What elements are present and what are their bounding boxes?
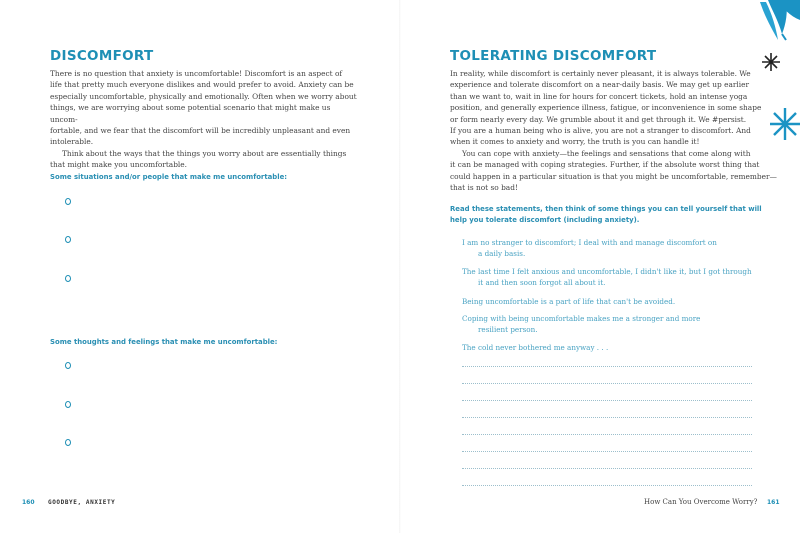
text-line: intolerable. bbox=[50, 137, 94, 147]
text-line: resilient person. bbox=[478, 325, 538, 335]
text-line: experience and tolerate discomfort on a near-daily basis. We may get up earlier bbox=[450, 80, 750, 90]
text-line: In reality, while discomfort is certainly never pleasant, it is always tolerable. We bbox=[450, 69, 751, 78]
star-icon bbox=[770, 108, 800, 140]
text-line: Coping with being uncomfortable makes me a stronger and more bbox=[462, 314, 701, 323]
bullet-icon bbox=[65, 236, 71, 243]
right-page bbox=[400, 0, 800, 533]
text-line: If you are a human being who is alive, you are not a stranger to discomfort. And bbox=[450, 126, 751, 136]
running-head: GOODBYE, ANXIETY bbox=[48, 499, 116, 506]
text-line: The cold never bothered me anyway . . . bbox=[462, 343, 609, 352]
statement bbox=[462, 342, 762, 353]
write-in-line[interactable] bbox=[462, 451, 752, 452]
write-in-line[interactable] bbox=[462, 366, 752, 367]
page-number: 160 bbox=[22, 499, 35, 506]
statement bbox=[462, 313, 762, 336]
write-in-line[interactable] bbox=[462, 434, 752, 435]
text-line: There is no question that anxiety is uncomfortable! Discomfort is an aspect of bbox=[50, 69, 343, 78]
text-line: it and then soon forgot all about it. bbox=[478, 278, 606, 288]
write-in-line[interactable] bbox=[462, 417, 752, 418]
paragraph bbox=[450, 68, 780, 148]
prompt-thoughts: Some thoughts and feelings that make me uncomfortable: bbox=[50, 338, 278, 346]
paragraph bbox=[50, 68, 360, 148]
text-line: a daily basis. bbox=[478, 249, 526, 259]
paragraph bbox=[50, 148, 360, 171]
text-line: Being uncomfortable is a part of life that can't be avoided. bbox=[462, 297, 676, 306]
paragraph bbox=[450, 148, 780, 194]
bullet-icon bbox=[65, 198, 71, 205]
text-line: that is not so bad! bbox=[450, 183, 518, 193]
bullet-icon bbox=[65, 275, 71, 282]
text-line: help you tolerate discomfort (including anxiety). bbox=[450, 216, 640, 224]
text-line: position, and generally experience illness, fatigue, or inconvenience in some shape bbox=[450, 103, 762, 113]
text-line: than we want to, wait in line for hours for concert tickets, hold an intense yoga bbox=[450, 91, 748, 101]
page-number: 161 bbox=[767, 499, 780, 506]
text-line: Read these statements, then think of some things you can tell yourself that will bbox=[450, 205, 762, 213]
text-line: fortable, and we fear that the discomfort will be incredibly unpleasant and even bbox=[50, 126, 351, 136]
text-line: You can cope with anxiety—the feelings and sensations that come along with bbox=[462, 148, 751, 158]
running-head: How Can You Overcome Worry? bbox=[644, 498, 758, 506]
text-line: it can be managed with coping strategies. Further, if the absolute worst thing that bbox=[450, 160, 760, 170]
write-in-line[interactable] bbox=[462, 485, 752, 486]
leaf-illustration-icon bbox=[748, 0, 800, 150]
bullet-icon bbox=[65, 362, 71, 369]
text-line: Think about the ways that the things you worry about are essentially things bbox=[62, 148, 347, 158]
body-text bbox=[50, 68, 360, 171]
text-line: The last time I felt anxious and uncomfortable, I didn't like it, but I got through bbox=[462, 267, 752, 276]
write-in-line[interactable] bbox=[462, 383, 752, 384]
star-icon bbox=[762, 53, 780, 71]
text-line: things, we are worrying about some potential scenario that might make us uncom- bbox=[50, 103, 331, 124]
text-line: life that pretty much everyone dislikes and would prefer to avoid. Anxiety can be bbox=[50, 80, 354, 90]
bullet-icon bbox=[65, 401, 71, 408]
write-in-line[interactable] bbox=[462, 468, 752, 469]
statement bbox=[462, 266, 762, 289]
text-line: I am no stranger to discomfort; I deal with and manage discomfort on bbox=[462, 238, 717, 247]
text-line: or form nearly every day. We grumble about it and get through it. We #persist. bbox=[450, 114, 747, 124]
write-in-line[interactable] bbox=[462, 400, 752, 401]
text-line: that might make you uncomfortable. bbox=[50, 160, 188, 170]
prompt-situations: Some situations and/or people that make me uncomfortable: bbox=[50, 173, 287, 181]
page-heading: DISCOMFORT bbox=[50, 48, 154, 64]
statement bbox=[462, 237, 762, 260]
text-line: when it comes to anxiety and worry, the truth is you can handle it! bbox=[450, 137, 700, 147]
bullet-icon bbox=[65, 439, 71, 446]
prompt-statements bbox=[450, 204, 780, 226]
statement bbox=[462, 296, 762, 307]
page-heading: TOLERATING DISCOMFORT bbox=[450, 48, 657, 64]
body-text bbox=[450, 68, 780, 193]
text-line: especially uncomfortable, physically and emotionally. Often when we worry about bbox=[50, 91, 357, 101]
text-line: could happen in a particular situation is that you might be uncomfortable, remember— bbox=[450, 171, 777, 181]
